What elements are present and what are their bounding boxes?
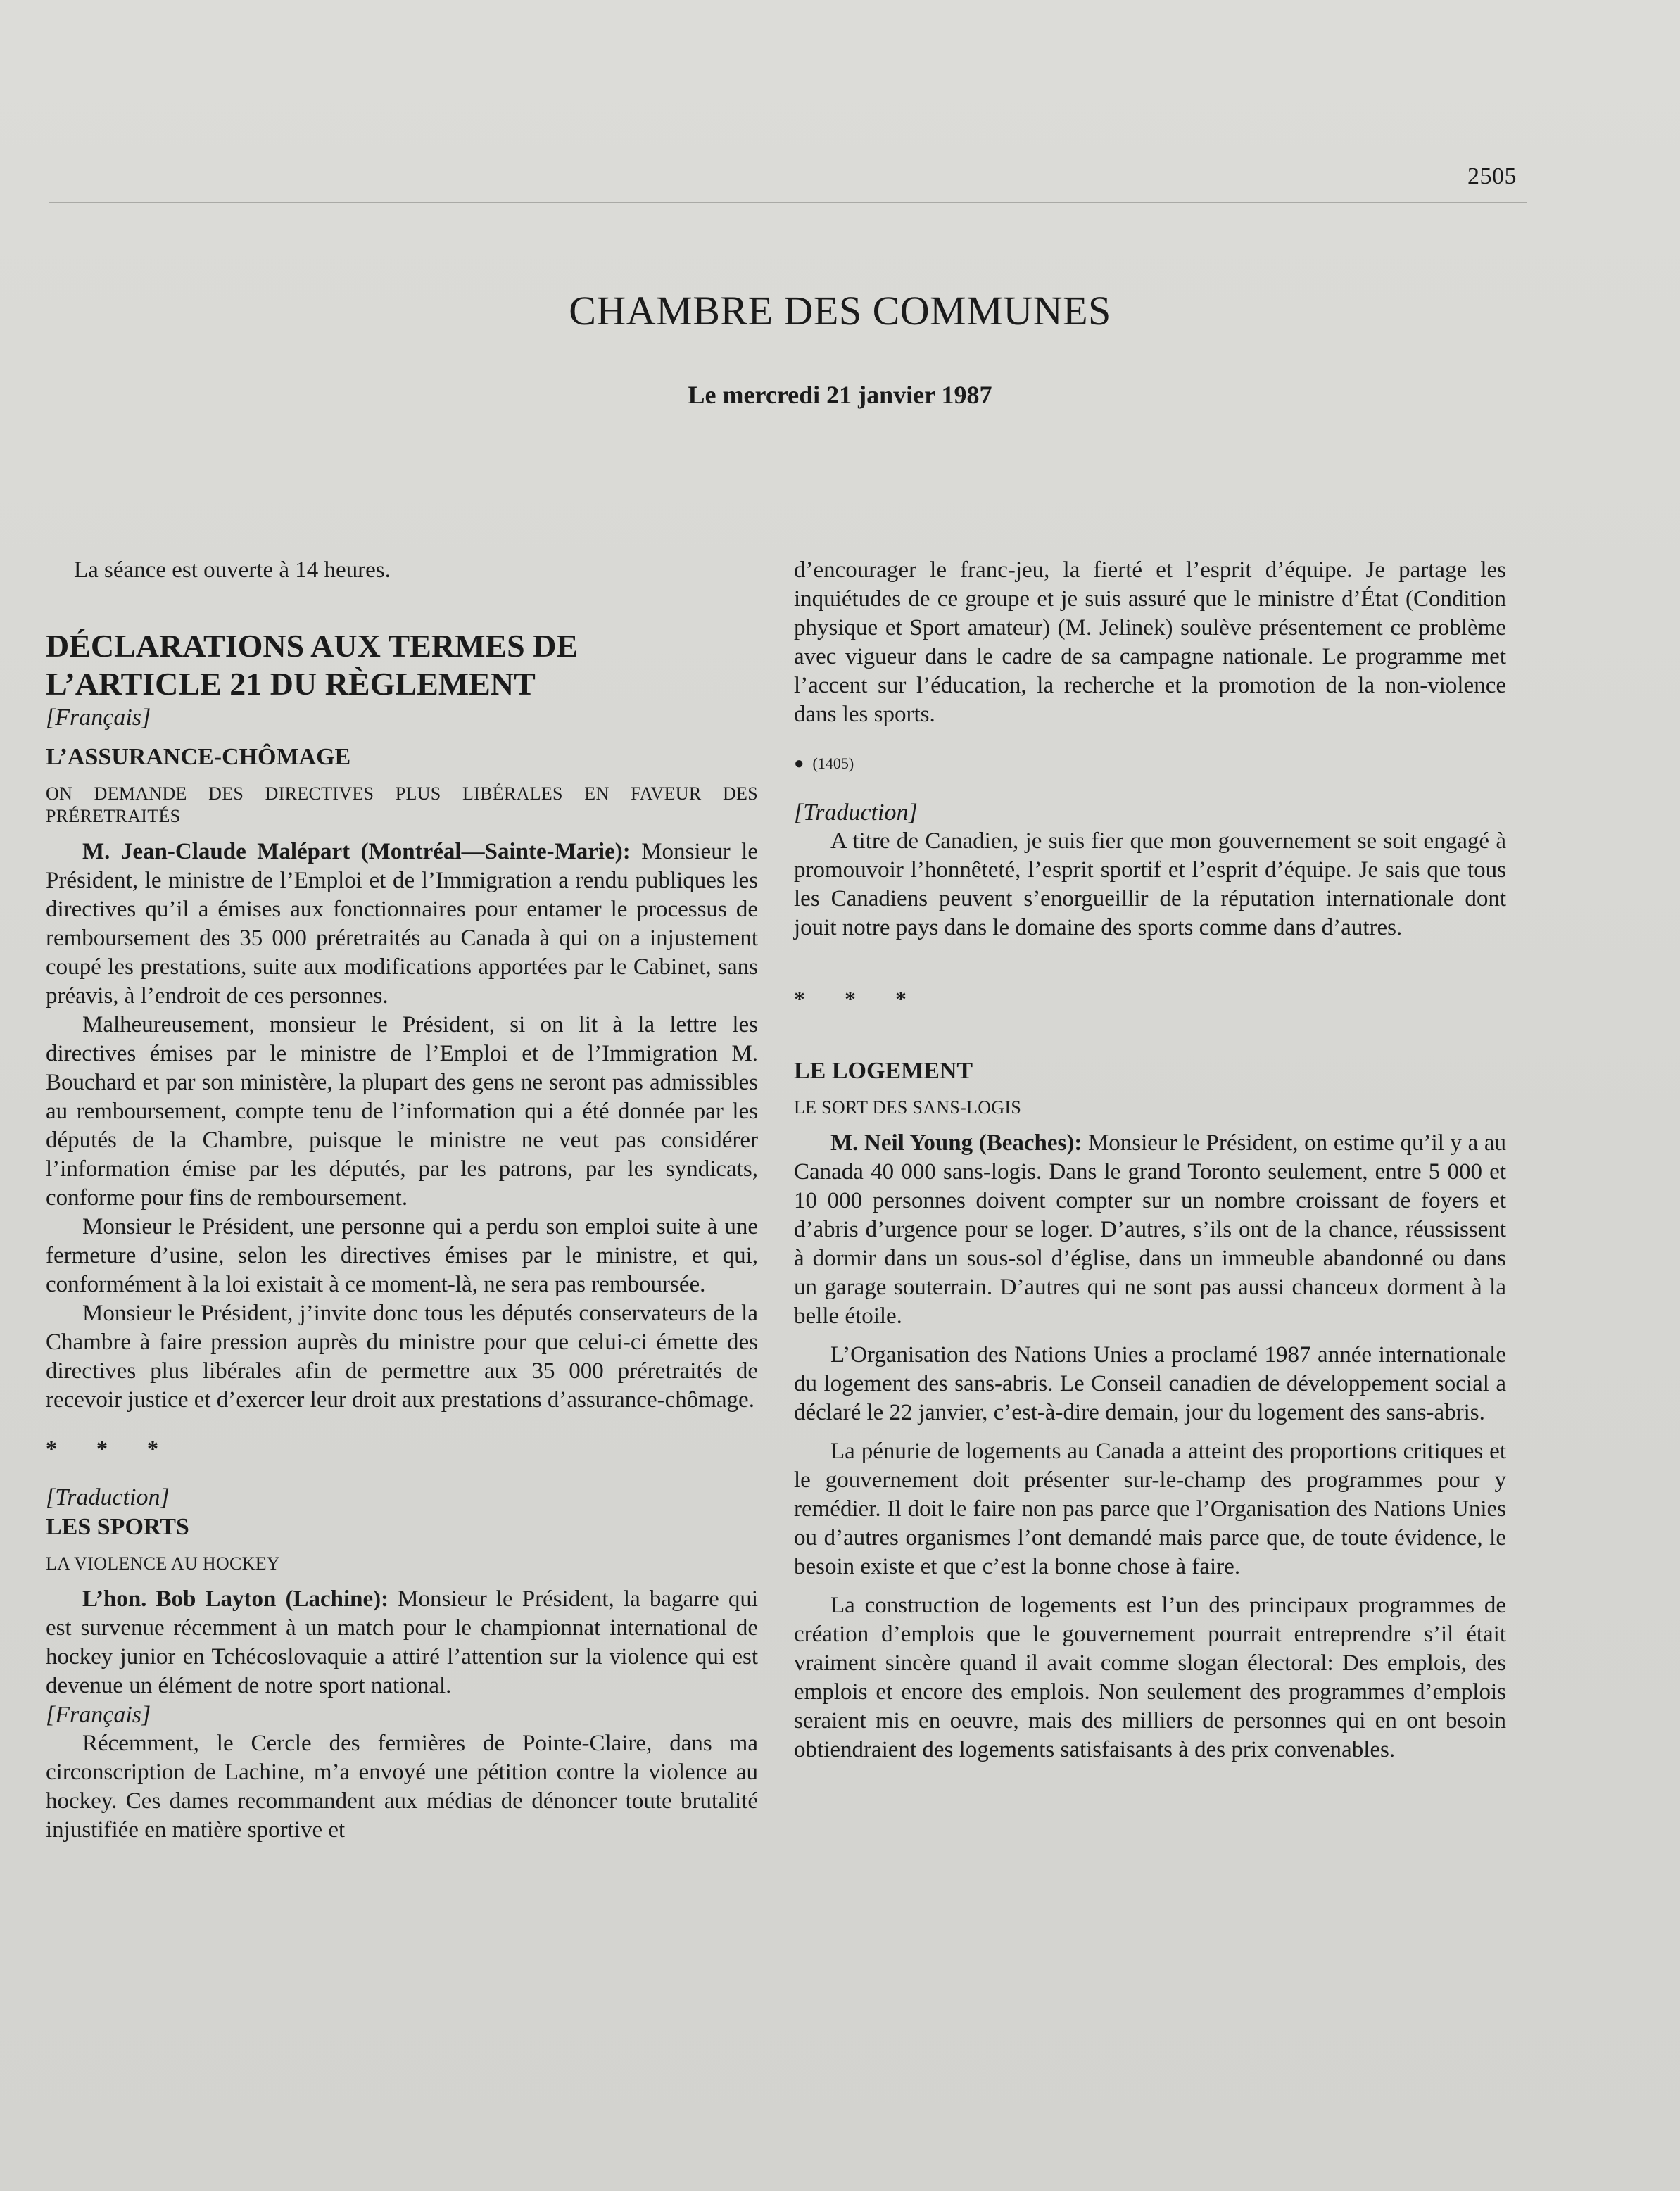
statement-paragraph: Monsieur le Président, une personne qui a perdu son emploi suite à une fermeture d’usine, selon les directives émises par le ministre, et qui, conformément à la loi existait à ce moment-là, ne sera pas remboursée. xyxy=(46,1214,758,1297)
subtopic-heading: LE SORT DES SANS-LOGIS xyxy=(794,1097,1022,1118)
bullet-icon: ● xyxy=(794,754,804,773)
statement-paragraph: Monsieur le Président, j’invite donc tous les députés conservateurs de la Chambre à faire pression auprès du ministre pour que celui-ci émette des directives plus libérales afin de permettre aux 35 000 préretraités de recevoir justice et d’exercer leur droit aux prestations d’assurance-chômage. xyxy=(46,1301,758,1413)
language-tag: [Français] xyxy=(46,705,151,731)
timestamp xyxy=(794,749,1506,778)
statement-paragraph: A titre de Canadien, je suis fier que mon gouvernement se soit engagé à promouvoir l’honnêteté, l’esprit sportif et l’esprit d’équipe. Je sais que tous les Canadiens peuvent s’enorgueillir de la réputation internationale dont jouit notre pays dans le domaine des sports comme dans d’autres. xyxy=(794,828,1506,940)
language-tag: [Traduction] xyxy=(46,1484,170,1510)
topic-heading: L’ASSURANCE-CHÔMAGE xyxy=(46,744,351,770)
sitting-date: Le mercredi 21 janvier 1987 xyxy=(688,381,992,409)
statement-paragraph: d’encourager le franc-jeu, la fierté et l’esprit d’équipe. Je partage les inquiétudes de ce groupe et je suis assuré que le ministre d’État (Condition physique et Sport amateur) (M. Jelinek) soulève présentement ce problème avec vigueur dans le cadre de sa campagne nationale. Le programme met l’accent sur l’éducation, la recherche et la promotion de la non-violence dans les sports. xyxy=(794,557,1506,727)
statement-paragraph: La pénurie de logements au Canada a atteint des proportions critiques et le gouvernement doit présenter sur-le-champ des programmes pour y remédier. Il doit le faire non pas parce que l’Organisation des Nations Unies ou d’autres organismes l’ont demandé mais parce que, de toute évidence, le besoin existe et que c’est la bonne chose à faire. xyxy=(794,1439,1506,1579)
statement-paragraph: L’Organisation des Nations Unies a proclamé 1987 année internationale du logement des sans-abris. Le Conseil canadien de développement social a déclaré le 22 janvier, c’est-à-dire demain, jour du logement des sans-abris. xyxy=(794,1342,1506,1425)
statement-paragraph: Malheureusement, monsieur le Président, si on lit à la lettre les directives émises par le ministre de l’Emploi et de l’Immigration M. Bouchard et par son ministère, la plupart des gens ne seront pas admissibles au remboursement, compte tenu de l’information qui a été donnée par les députés de la Chambre, puisque le ministre ne veut pas considérer l’information émise par les députés, par les patrons, par les syndicats, conforme pour fins de remboursement. xyxy=(46,1012,758,1211)
section-heading-line-1: DÉCLARATIONS AUX TERMES DE xyxy=(46,628,579,664)
statement-paragraph xyxy=(46,838,758,1011)
topic-heading: LE LOGEMENT xyxy=(794,1058,973,1084)
header-rule xyxy=(49,202,1527,203)
left-column xyxy=(46,556,758,1845)
paragraph-text: Monsieur le Président, on estime qu’il y a au Canada 40 000 sans-logis. Dans le grand Toronto seulement, entre 5 000 et 10 000 personnes doivent compter sur un nombre croissant de foyers et d’abris d’urgence pour se loger. D’autres, s’ils ont de la chance, réussissent à dormir dans un sous-sol d’église, dans un immeuble abandonné ou dans un garage souterrain. D’autres qui ne sont pas aussi chanceux dorment à la belle étoile. xyxy=(794,1130,1507,1329)
statement-paragraph: La construction de logements est l’un des principaux programmes de création d’emplois que le gouvernement pourrait entreprendre s’il était vraiment sincère quand il avait comme slogan électoral: Des emplois, des emplois et encore des emplois. Non seulement des programmes d’emplois seraient mis en oeuvre, mais des milliers de personnes qui en ont besoin obtiendraient des logements satisfaisants à des prix convenables. xyxy=(794,1593,1506,1762)
page-number: 2505 xyxy=(1467,163,1517,189)
statement-paragraph: Récemment, le Cercle des fermières de Pointe-Claire, dans ma circonscription de Lachine, m’a envoyé une pétition contre la violence au hockey. Ces dames recommandent aux médias de dénoncer toute brutalité injustifiée en matière sportive et xyxy=(46,1731,758,1843)
subtopic-heading: ON DEMANDE DES DIRECTIVES PLUS LIBÉRALES EN FAVEUR DES PRÉRETRAITÉS xyxy=(46,783,758,826)
section-separator: * * * xyxy=(794,986,923,1011)
page-title: CHAMBRE DES COMMUNES xyxy=(569,288,1111,334)
section-separator: * * * xyxy=(46,1436,175,1461)
section-heading xyxy=(46,627,758,703)
timestamp-text: (1405) xyxy=(812,754,854,772)
subtopic-heading: LA VIOLENCE AU HOCKEY xyxy=(46,1553,280,1574)
right-column xyxy=(794,556,1506,1764)
speaker-name: M. Neil Young (Beaches): xyxy=(830,1130,1082,1156)
language-tag: [Français] xyxy=(46,1702,151,1728)
section-heading-line-2: L’ARTICLE 21 DU RÈGLEMENT xyxy=(46,666,536,702)
language-tag: [Traduction] xyxy=(794,800,918,826)
statement-paragraph xyxy=(794,1129,1506,1331)
speaker-name: L’hon. Bob Layton (Lachine): xyxy=(82,1586,389,1612)
speaker-name: M. Jean-Claude Malépart (Montréal—Sainte-Marie): xyxy=(82,839,631,864)
topic-heading: LES SPORTS xyxy=(46,1514,189,1540)
statement-paragraph xyxy=(46,1585,758,1700)
paragraph-text: Monsieur le Président, le ministre de l’Emploi et de l’Immigration a rendu publiques les directives qu’il a émises aux fonctionnaires pour entamer le processus de remboursement des 35 000 préretraités au Canada à qui on a injustement coupé les prestations, suite aux modifications apportées par le Cabinet, sans préavis, à l’endroit de ces personnes. xyxy=(46,839,758,1009)
paragraph-text: Monsieur le Président, la bagarre qui est survenue récemment à un match pour le championnat international de hockey junior en Tchécoslovaquie a attiré l’attention sur la violence qui est devenue un élément de notre sport national. xyxy=(46,1586,759,1698)
opening-line: La séance est ouverte à 14 heures. xyxy=(74,557,391,583)
